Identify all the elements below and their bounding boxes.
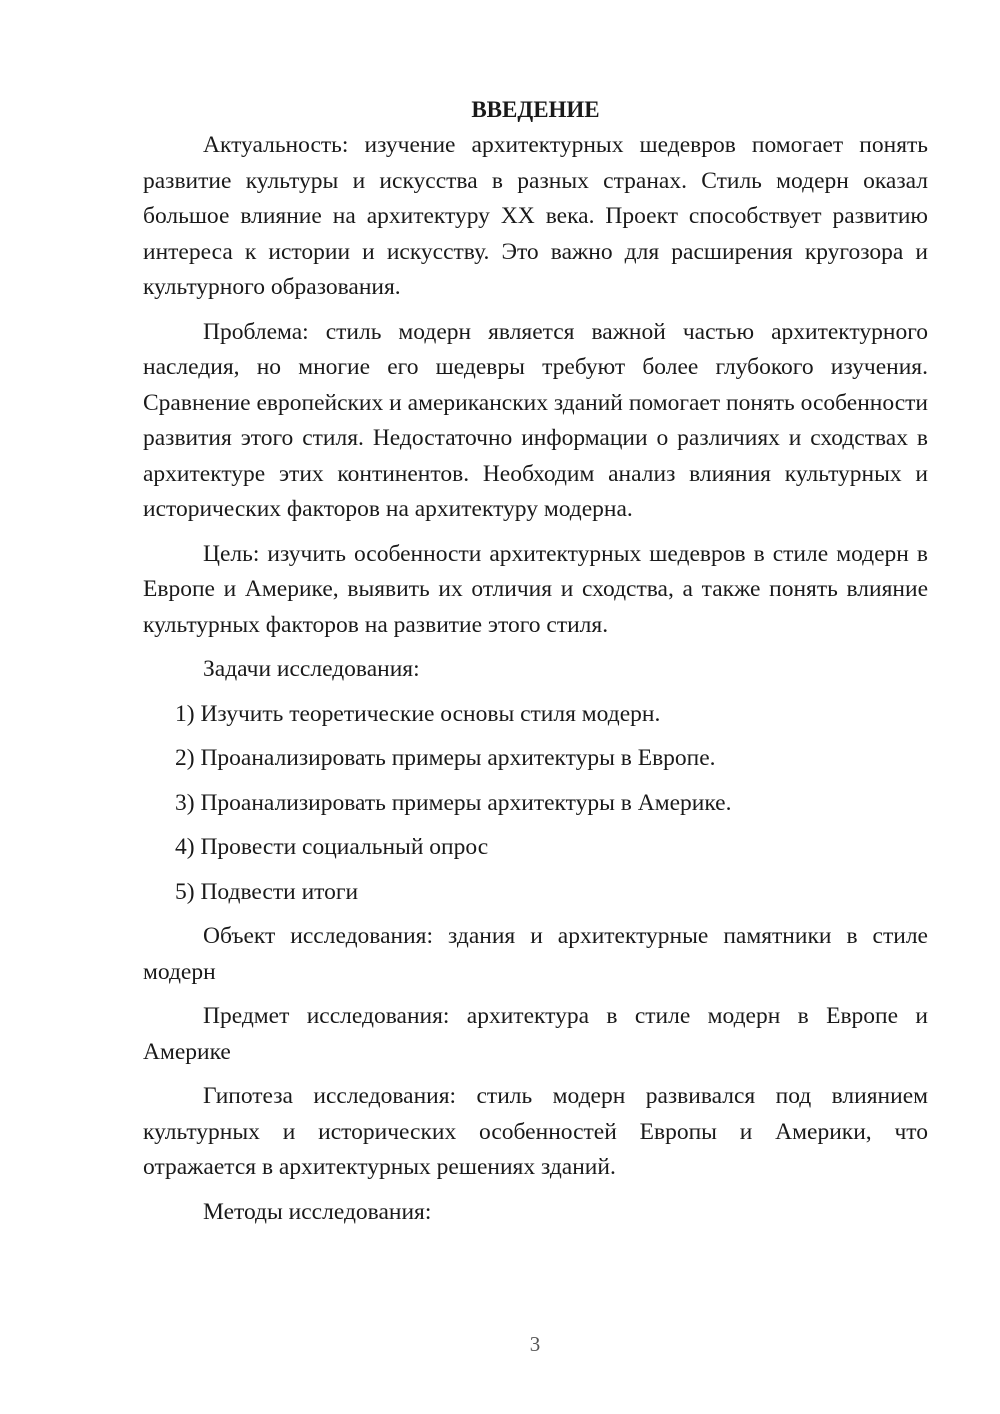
methods-label: Методы исследования:: [203, 1198, 432, 1225]
problem-paragraph: Проблема: стиль модерн является важной частью архитектурного наследия, но многие его шедевры требуют более глубокого изучения. Сравнение европейских и американских зданий помогает понять особенности развития этого стиля. Недостаточно информации о различиях и сходствах в архитектуре этих континентов. Необходим анализ влияния культурных и исторических факторов на архитектуру модерна.: [143, 318, 928, 522]
list-item: 2) Проанализировать примеры архитектуры в Европе.: [175, 745, 716, 771]
tasks-list: [143, 697, 928, 911]
page-title: ВВЕДЕНИЕ: [471, 97, 600, 122]
relevance-paragraph: Актуальность: изучение архитектурных шедевров помогает понять развитие культуры и искусства в разных странах. Стиль модерн оказал большое влияние на архитектуру XX века. Проект способствует развитию интереса к истории и искусству. Это важно для расширения кругозора и культурного образования.: [143, 132, 928, 300]
list-item: 5) Подвести итоги: [175, 878, 359, 905]
object-paragraph: Объект исследования: здания и архитектурные памятники в стиле модерн: [143, 923, 928, 985]
subject-paragraph: Предмет исследования: архитектура в стиле модерн в Европе и Америке: [143, 1003, 928, 1065]
list-item: 3) Проанализировать примеры архитектуры в Америке.: [175, 789, 732, 816]
hypothesis-paragraph: Гипотеза исследования: стиль модерн развивался под влиянием культурных и исторических особенностей Европы и Америки, что отражается в архитектурных решениях зданий.: [143, 1083, 928, 1180]
tasks-label: Задачи исследования:: [203, 656, 420, 682]
page-body: [143, 92, 928, 1239]
list-item: 4) Провести социальный опрос: [175, 834, 489, 860]
page-number: 3: [529, 1332, 541, 1356]
goal-paragraph: Цель: изучить особенности архитектурных шедевров в стиле модерн в Европе и Америке, выявить их отличия и сходства, а также понять влияние культурных факторов на развитие этого стиля.: [143, 540, 928, 638]
list-item: 1) Изучить теоретические основы стиля модерн.: [175, 700, 661, 727]
